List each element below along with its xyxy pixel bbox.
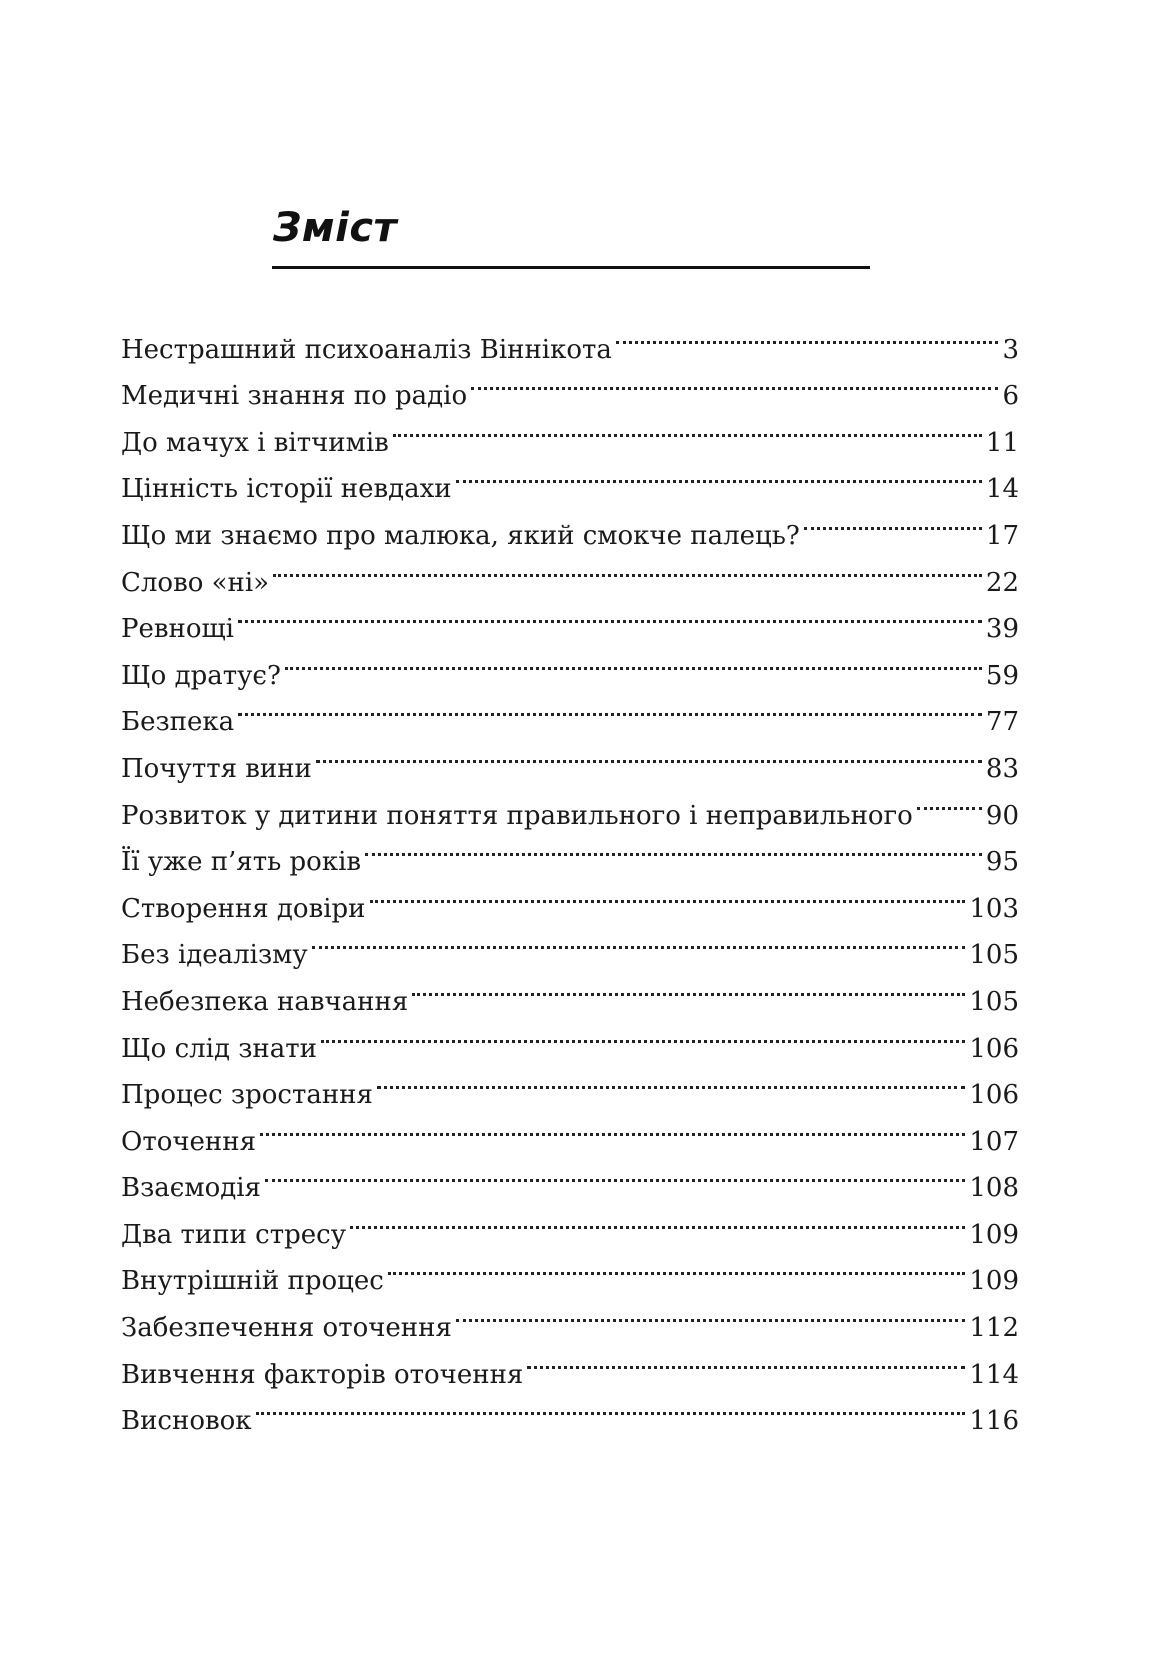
toc-entry-page: 116 (969, 1406, 1019, 1437)
toc-entry-title: Небезпека навчання (121, 986, 409, 1017)
toc-entry[interactable] (121, 637, 1019, 691)
toc-entry-title: Внутрішній процес (121, 1266, 384, 1297)
toc-entry-title: Два типи стресу (121, 1219, 347, 1250)
dot-leader (265, 1150, 965, 1197)
dot-leader (804, 497, 982, 544)
dot-leader (316, 730, 982, 777)
toc-entry-page: 14 (985, 474, 1019, 505)
title-underline (272, 266, 870, 269)
dot-leader (256, 1383, 966, 1430)
toc-entry[interactable] (121, 730, 1019, 784)
dot-leader (388, 1243, 966, 1290)
dot-leader (365, 824, 982, 871)
dot-leader (456, 451, 982, 498)
toc-entry-title: До мачух і вітчимів (121, 427, 389, 458)
toc-entry-title: Висновок (121, 1406, 252, 1437)
dot-leader (260, 1103, 965, 1150)
toc-entry-title: Вивчення факторів оточення (121, 1359, 524, 1390)
toc-entry-title: Процес зростання (121, 1080, 373, 1111)
dot-leader (616, 311, 999, 358)
dot-leader (273, 544, 982, 591)
toc-entry-page: 11 (985, 427, 1019, 458)
dot-leader (393, 404, 982, 451)
toc-entry-page: 105 (969, 940, 1019, 971)
toc-entry-title: Ревнощі (121, 614, 234, 645)
toc-entry-page: 105 (969, 986, 1019, 1017)
toc-entry-page: 6 (1002, 381, 1019, 412)
dot-leader (471, 358, 998, 405)
dot-leader (412, 963, 965, 1010)
dot-leader (527, 1336, 965, 1383)
toc-entry-title: Її уже п’ять років (121, 847, 362, 878)
toc-entry-page: 77 (985, 707, 1019, 738)
toc-entry-title: Нестрашний психоаналіз Віннікота (121, 334, 612, 365)
toc-entry-title: Оточення (121, 1126, 256, 1157)
table-of-contents (121, 311, 1019, 1437)
dot-leader (312, 917, 966, 964)
toc-entry-title: Цінність історії невдахи (121, 474, 452, 505)
toc-entry-page: 22 (985, 567, 1019, 598)
dot-leader (238, 591, 982, 638)
toc-entry-page: 109 (969, 1266, 1019, 1297)
dot-leader (285, 637, 982, 684)
toc-entry-page: 95 (985, 847, 1019, 878)
toc-entry-title: Розвиток у дитини поняття правильного і неправильного (121, 800, 913, 831)
toc-entry-page: 106 (969, 1080, 1019, 1111)
toc-entry-page: 109 (969, 1219, 1019, 1250)
toc-entry-title: Що дратує? (121, 660, 281, 691)
toc-entry-title: Без ідеалізму (121, 940, 308, 971)
toc-entry-title: Створення довіри (121, 893, 366, 924)
dot-leader (350, 1196, 965, 1243)
dot-leader (321, 1010, 965, 1057)
toc-entry-title: Забезпечення оточення (121, 1313, 452, 1344)
toc-entry[interactable] (121, 1383, 1019, 1437)
toc-entry-page: 90 (985, 800, 1019, 831)
toc-entry-title: Слово «ні» (121, 567, 270, 598)
toc-entry-title: Що ми знаємо про малюка, який смокче палець? (121, 520, 800, 551)
dot-leader (917, 777, 982, 824)
dot-leader (370, 870, 966, 917)
toc-entry-page: 112 (969, 1313, 1019, 1344)
toc-entry-page: 17 (985, 520, 1019, 551)
dot-leader (238, 684, 982, 731)
toc-entry-page: 108 (969, 1173, 1019, 1204)
toc-entry[interactable] (121, 684, 1019, 738)
page-title: Зміст (273, 205, 398, 251)
toc-entry-title: Почуття вини (121, 753, 312, 784)
toc-entry-page: 106 (969, 1033, 1019, 1064)
toc-entry-page: 59 (985, 660, 1019, 691)
toc-entry-title: Взаємодія (121, 1173, 261, 1204)
toc-entry-title: Медичні знання по радіо (121, 381, 468, 412)
toc-entry-page: 103 (969, 893, 1019, 924)
toc-entry-page: 107 (969, 1126, 1019, 1157)
toc-entry-page: 39 (985, 614, 1019, 645)
dot-leader (377, 1057, 965, 1104)
toc-entry-title: Що слід знати (121, 1033, 317, 1064)
toc-entry[interactable] (121, 591, 1019, 645)
toc-entry-title: Безпека (121, 707, 235, 738)
toc-entry-page: 83 (985, 753, 1019, 784)
toc-entry-page: 3 (1002, 334, 1019, 365)
toc-entry[interactable] (121, 311, 1019, 365)
dot-leader (456, 1289, 965, 1336)
toc-entry-page: 114 (969, 1359, 1019, 1390)
